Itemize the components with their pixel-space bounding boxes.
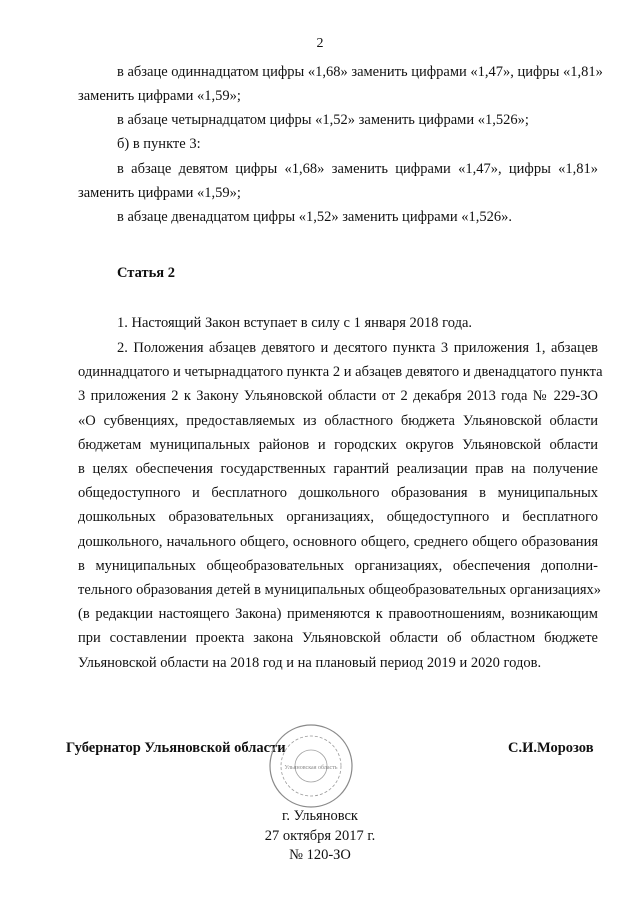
amendment-line: в абзаце четырнадцатом цифры «1,52» заменить цифрами «1,526»;: [117, 112, 529, 128]
article-paragraph-line: при составлении проекта закона Ульяновской области об областном бюджете: [78, 630, 598, 647]
article-paragraph-line: дошкольных образовательных организациях, общедоступного и бесплатного: [78, 509, 598, 526]
amendment-line: в абзаце двенадцатом цифры «1,52» заменить цифрами «1,526».: [117, 209, 512, 225]
article-paragraph-line: 2. Положения абзацев девятого и десятого пункта 3 приложения 1, абзацев: [117, 340, 598, 356]
amendment-subitem: б) в пункте 3:: [117, 136, 201, 152]
article-paragraph-line: общедоступного и бесплатного дошкольного образования в муниципальных: [78, 485, 598, 502]
footer-law-number: № 120-ЗО: [289, 847, 351, 863]
article-paragraph-line: бюджетам муниципальных районов и городских округов Ульяновской области: [78, 436, 598, 453]
amendment-line: в абзаце одиннадцатом цифры «1,68» заменить цифрами «1,47», цифры «1,81»: [117, 64, 603, 80]
article-paragraph-line: в муниципальных общеобразовательных организациях, обеспечения дополни-: [78, 557, 598, 574]
article-paragraph-line: Ульяновской области на 2018 год и на плановый период 2019 и 2020 годов.: [78, 654, 542, 671]
amendment-line: в абзаце девятом цифры «1,68» заменить цифрами «1,47», цифры «1,81»: [117, 161, 598, 177]
article-paragraph-line: в целях обеспечения государственных гарантий реализации прав на получение: [78, 461, 598, 477]
article-paragraph-line: тельного образования детей в муниципальных общеобразовательных организациях»: [78, 582, 602, 598]
footer-date: 27 октября 2017 г.: [264, 828, 376, 844]
article-paragraph: 1. Настоящий Закон вступает в силу с 1 января 2018 года.: [117, 315, 473, 331]
article-paragraph-line: одиннадцатого и четырнадцатого пункта 2 и абзацев девятого и двенадцатого пункта: [78, 364, 603, 381]
signatory-position: Губернатор Ульяновской области: [66, 740, 286, 756]
amendment-line: заменить цифрами «1,59»;: [78, 185, 241, 201]
page-number: 2: [316, 36, 324, 51]
article-paragraph-line: (в редакции настоящего Закона) применяются к правоотношениям, возникающим: [78, 606, 598, 623]
article-heading: Статья 2: [117, 265, 175, 281]
footer-city: г. Ульяновск: [282, 808, 358, 824]
official-seal-stamp: [267, 722, 355, 810]
stamp-label: Ульяновская область: [284, 765, 338, 771]
signatory-name: С.И.Морозов: [508, 740, 594, 756]
amendment-line: заменить цифрами «1,59»;: [78, 88, 241, 104]
article-paragraph-line: 3 приложения 2 к Закону Ульяновской области от 2 декабря 2013 года № 229-ЗО: [78, 388, 598, 405]
article-paragraph-line: «О субвенциях, предоставляемых из областного бюджета Ульяновской области: [78, 412, 598, 429]
article-paragraph-line: дошкольного, начального общего, основного общего, среднего общего образования: [78, 533, 598, 550]
